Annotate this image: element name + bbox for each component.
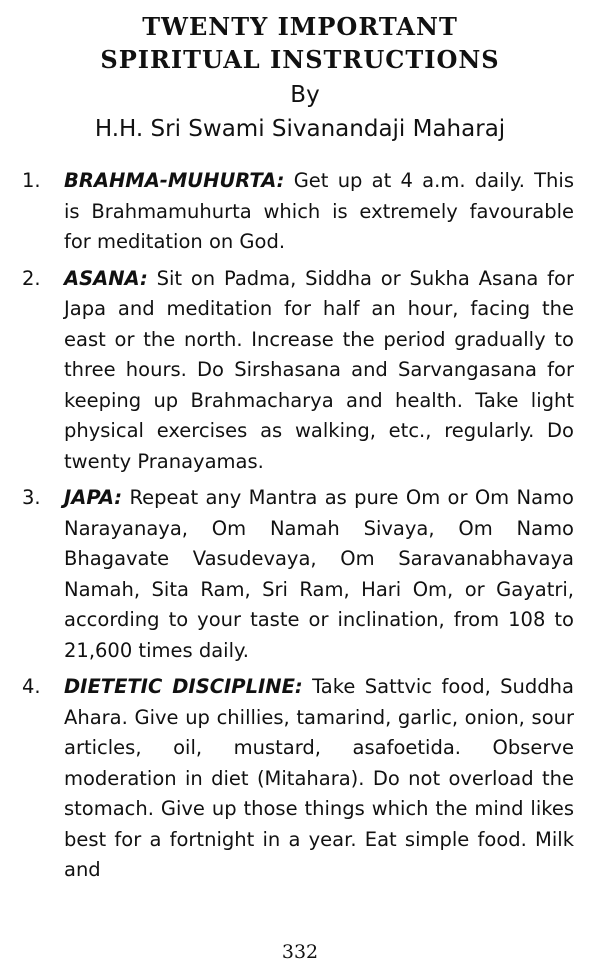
- instruction-item: [0, 264, 600, 478]
- instruction-number: 3.: [22, 486, 41, 509]
- title-line-1: TWENTY IMPORTANT: [142, 12, 458, 41]
- instruction-number: 1.: [22, 169, 41, 192]
- instruction-item: [0, 483, 600, 666]
- title-line-2: SPIRITUAL INSTRUCTIONS: [100, 45, 500, 74]
- page-number: 332: [281, 941, 319, 963]
- author-name: H.H. Sri Swami Sivanandaji Maharaj: [94, 116, 506, 142]
- instruction-keyword: ASANA:: [64, 266, 148, 290]
- instruction-body: Repeat any Mantra as pure Om or Om Namo Narayanaya, Om Namah Sivaya, Om Namo Bhagavate Vasudevaya, Om Saravanabhavaya Namah, Sita Ram, Sri Ram, Hari Om, or Gayatri, according to your taste or inclination, from 108 to 21,600 times daily.: [64, 486, 574, 662]
- instruction-body: Take Sattvic food, Suddha Ahara. Give up chillies, tamarind, garlic, onion, sour articles, oil, mustard, asafoetida. Observe moderation in diet (Mitahara). Do not overload the stomach. Give up those things which the mind likes best for a fortnight in a year. Eat simple food. Milk and: [64, 675, 574, 881]
- instruction-text: [64, 264, 574, 478]
- instruction-body: Sit on Padma, Siddha or Sukha Asana for Japa and meditation for half an hour, facing the east or the north. Increase the period gradually to three hours. Do Sirshasana and Sarvangasana for keeping up Brahmacharya and health. Take light physical exercises as walking, etc., regularly. Do twenty Pranayamas.: [64, 266, 574, 473]
- instruction-keyword: DIETETIC DISCIPLINE:: [64, 675, 303, 698]
- instruction-number: 4.: [22, 675, 41, 698]
- instruction-text: [64, 483, 574, 666]
- instruction-text: [64, 166, 574, 258]
- instruction-item: [0, 166, 600, 258]
- instruction-list: [0, 166, 600, 892]
- instruction-body: Get up at 4 a.m. daily. This is Brahmamuhurta which is extremely favourable for meditation on God.: [64, 169, 574, 253]
- instruction-item: [0, 672, 600, 886]
- byline: By: [290, 82, 320, 108]
- instruction-text: [64, 672, 574, 886]
- instruction-number: 2.: [22, 266, 41, 290]
- instruction-keyword: BRAHMA-MUHURTA:: [64, 169, 285, 192]
- instruction-keyword: JAPA:: [64, 486, 123, 509]
